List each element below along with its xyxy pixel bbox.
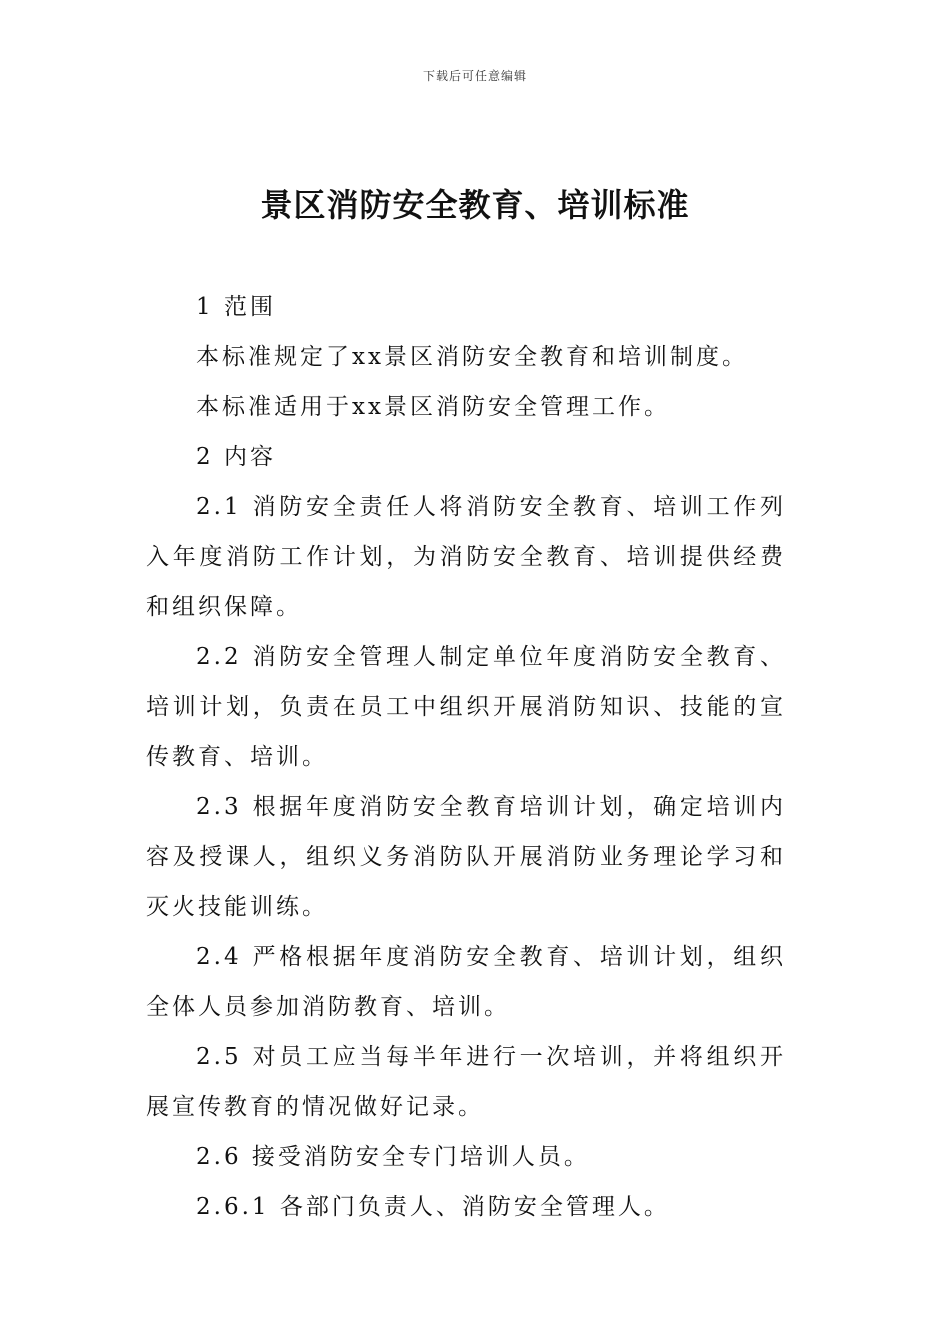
paragraph-scope-applicability: 本标准适用于xx景区消防安全管理工作。: [196, 394, 670, 420]
paragraph-scope-definition: 本标准规定了xx景区消防安全教育和培训制度。: [196, 344, 748, 370]
clause-2-3: 2.3 根据年度消防安全教育培训计划，确定培训内容及授课人，组织义务消防队开展消防业务理论学习和灭火技能训练。: [146, 794, 786, 920]
section-heading-scope: 1 范围: [196, 294, 276, 320]
clause-2-2: 2.2 消防安全管理人制定单位年度消防安全教育、培训计划，负责在员工中组织开展消防知识、技能的宣传教育、培训。: [146, 644, 786, 770]
clause-2-6: 2.6 接受消防安全专门培训人员。: [196, 1144, 590, 1170]
header-note: 下载后可任意编辑: [422, 69, 527, 83]
document-body: [146, 282, 786, 1232]
clause-2-4: 2.4 严格根据年度消防安全教育、培训计划，组织全体人员参加消防教育、培训。: [146, 944, 786, 1020]
section-heading-content: 2 内容: [196, 444, 276, 470]
clause-2-6-1: 2.6.1 各部门负责人、消防安全管理人。: [196, 1194, 670, 1220]
clause-2-5: 2.5 对员工应当每半年进行一次培训，并将组织开展宣传教育的情况做好记录。: [146, 1044, 786, 1120]
clause-2-1: 2.1 消防安全责任人将消防安全教育、培训工作列入年度消防工作计划，为消防安全教育、培训提供经费和组织保障。: [146, 494, 786, 620]
document-title: 景区消防安全教育、培训标准: [260, 186, 690, 224]
